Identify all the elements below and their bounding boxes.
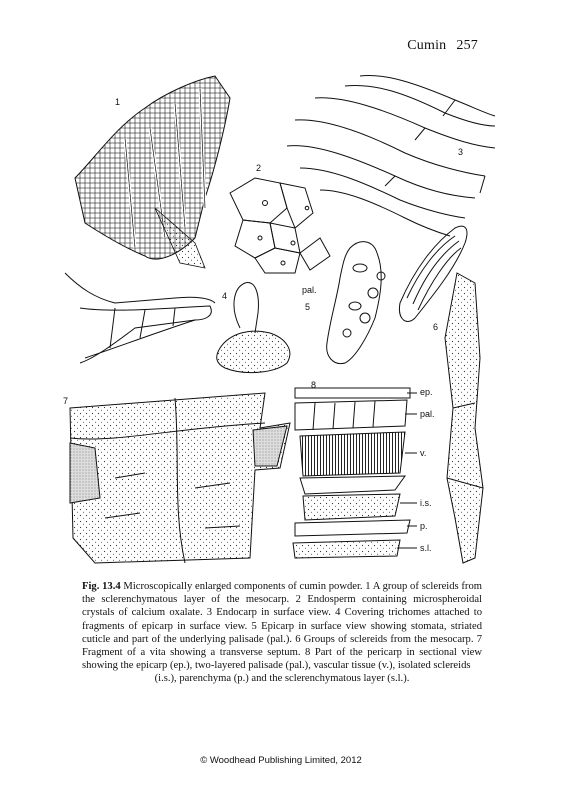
caption-text-last: (i.s.), parenchyma (p.) and the sclerenchymatous layer (s.l.).	[154, 673, 410, 685]
panel-number-1: 1	[115, 97, 121, 107]
panel-1-sclereids	[75, 76, 230, 268]
copyright-footer: © Woodhead Publishing Limited, 2012	[200, 755, 362, 766]
panel-8-pericarp	[293, 388, 417, 558]
label-v: v.	[420, 448, 427, 458]
panel-number-3: 3	[458, 147, 464, 157]
figure-drawing	[55, 58, 507, 578]
panel-number-6: 6	[433, 322, 439, 332]
panel-number-5: 5	[305, 302, 311, 312]
panel-2-endosperm	[230, 178, 330, 273]
figure-label: Fig. 13.4	[82, 581, 121, 592]
label-ep: ep.	[420, 387, 433, 397]
panel-4-trichomes	[65, 273, 290, 373]
running-header	[407, 38, 478, 54]
label-sl: s.l.	[420, 543, 432, 553]
panel-6-sclereids	[399, 226, 483, 563]
panel-number-7: 7	[63, 396, 69, 406]
figure-plate	[55, 58, 507, 578]
label-p: p.	[420, 521, 428, 531]
panel-5-epicarp	[327, 242, 385, 364]
panel-number-8: 8	[311, 380, 317, 390]
label-pal-panel-8: pal.	[420, 409, 435, 419]
figure-caption	[82, 580, 482, 686]
panel-3-endocarp	[287, 75, 495, 236]
page-number: 257	[456, 38, 478, 53]
caption-text: Microscopically enlarged components of cumin powder. 1 A group of sclereids from the sclerenchymatous layer of the mesocarp. 2 Endosperm containing microspheroidal crystals of calcium oxalate. 3 Endocarp in surface view. 4 Covering trichomes attached to fragments of epicarp in surface view. 5 Epicarp in surface view showing stomata, striated cuticle and part of the underlying palisade (pal.). 6 Groups of sclereids from the mesocarp. 7 Fragment of a vita showing a transverse septum. 8 Part of the pericarp in sectional view showing the epicarp (ep.), two-layered palisade (pal.), vascular tissue (v.), isolated sclereids	[82, 581, 482, 672]
label-pal-panel-5: pal.	[302, 285, 317, 295]
label-is: i.s.	[420, 498, 432, 508]
panel-number-4: 4	[222, 291, 228, 301]
panel-7-vitta	[70, 393, 290, 563]
panel-number-2: 2	[256, 163, 262, 173]
running-title: Cumin	[407, 38, 447, 53]
